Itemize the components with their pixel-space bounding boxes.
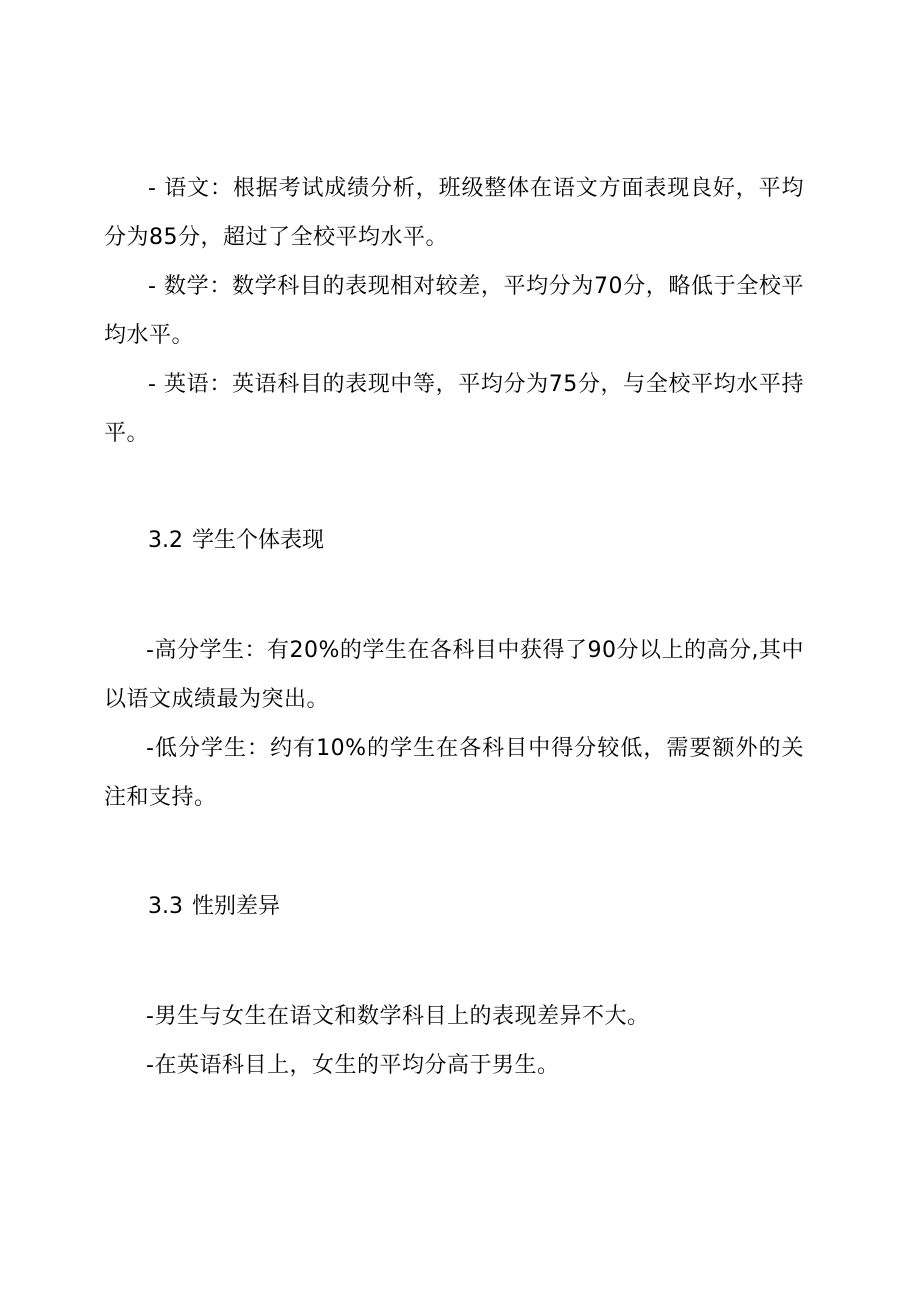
- paragraph-low-score-students: -低分学生：约有10%的学生在各科目中得分较低，需要额外的关注和支持。: [104, 736, 804, 810]
- paragraph-english-score: - 英语：英语科目的表现中等，平均分为75分，与全校平均水平持平。: [104, 372, 804, 446]
- section-title: 性别差异: [192, 894, 281, 919]
- paragraph-high-score-students: -高分学生：有20%的学生在各科目中获得了90分以上的高分,其中以语文成绩最为突出。: [104, 638, 804, 712]
- paragraph-chinese-score: - 语文：根据考试成绩分析，班级整体在语文方面表现良好，平均分为85分，超过了全校平均水平。: [104, 176, 804, 250]
- section-heading-3-3: [148, 892, 280, 922]
- section-heading-3-2: [148, 526, 324, 556]
- section-title: 学生个体表现: [192, 528, 325, 553]
- section-number: 3.3: [148, 894, 183, 919]
- paragraph-math-score: - 数学：数学科目的表现相对较差，平均分为70分，略低于全校平均水平。: [104, 274, 804, 348]
- paragraph-gender-chinese-math: -男生与女生在语文和数学科目上的表现差异不大。: [146, 1004, 650, 1029]
- paragraph-gender-english: -在英语科目上，女生的平均分高于男生。: [146, 1053, 560, 1078]
- section-number: 3.2: [148, 528, 183, 553]
